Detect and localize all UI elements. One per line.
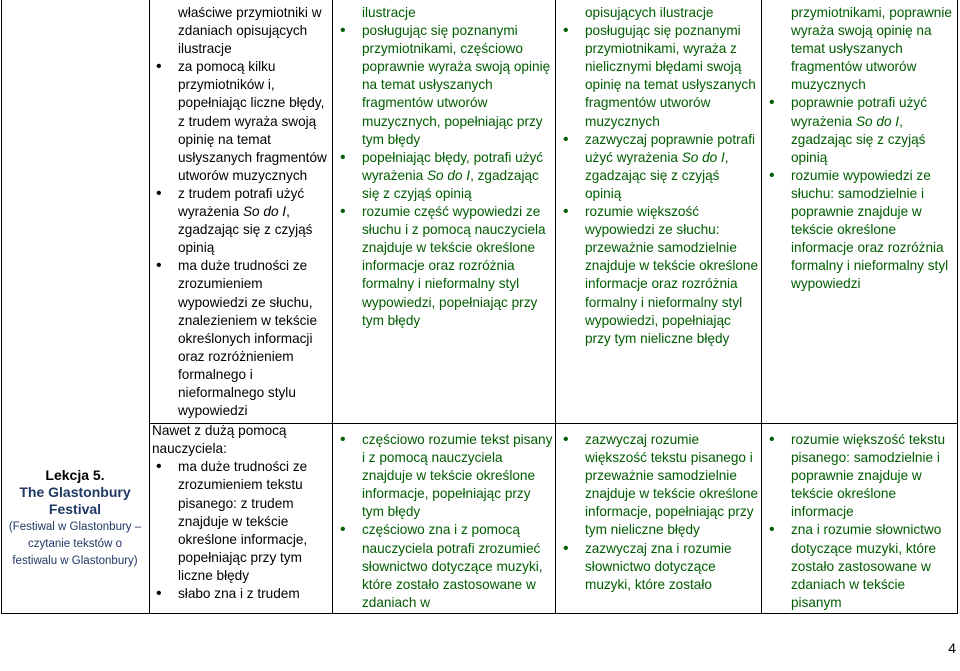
lesson-subtitle-2: czytanie tekstów o (28, 538, 122, 550)
list-item: • rozumie wypowiedzi ze słuchu: samodzielnie i poprawnie znajduje w tekście określone informacje oraz rozróżnia formalny i nieformalny styl wypowiedzi (765, 167, 957, 294)
table-border-col2 (332, 0, 333, 614)
col3-top-cell (559, 4, 759, 348)
lesson-title-2: Festival (48, 501, 102, 517)
col4-bottom-cell (765, 431, 957, 612)
list-item: • rozumie część wypowiedzi ze słuchu i z pomocą nauczyciela znajduje w tekście określone informacje oraz rozróżnia formalny i nieformalny styl wypowiedzi, popełniając przy tym błędy (336, 203, 554, 330)
list-item: • rozumie większość wypowiedzi ze słuchu: przeważnie samodzielnie znajduje w tekście określone informacje oraz rozróżnia formalny i nieformalny styl wypowiedzi, popełniając przy tym nieliczne błędy (559, 203, 759, 348)
col2-top-cell (336, 4, 554, 330)
table-border-bottom (1, 613, 958, 614)
list-item: • poprawnie potrafi użyć wyrażenia So do I, zgadzając się z czyjąś opinią (765, 94, 957, 166)
list-item: • zazwyczaj zna i rozumie słownictwo dotyczące muzyki, które zostało (559, 540, 759, 594)
table-border-right (957, 0, 958, 614)
col3-top-lead: opisujących ilustracje (585, 5, 714, 20)
lesson-title: The Glastonbury (19, 484, 131, 500)
col1-top-lead: właściwe przymiotniki w zdaniach opisujących ilustracje (178, 5, 322, 57)
col2-top-lead: ilustracje (362, 5, 416, 20)
col4-top-lead: przymiotnikami, poprawnie wyraża swoją opinię na temat usłyszanych fragmentów utworów muzycznych (791, 5, 952, 93)
col1-top-cell (152, 4, 332, 603)
list-item: • ma duże trudności ze zrozumieniem wypowiedzi ze słuchu, znalezieniem w tekście określonych informacji oraz rozróżnieniem formalnego i nieformalnego stylu wypowiedzi (152, 257, 332, 420)
col2-bottom-cell (336, 431, 554, 612)
table-border-col3 (555, 0, 556, 614)
lesson-title-cell (2, 467, 148, 569)
list-item: • ma duże trudności ze zrozumieniem tekstu pisanego: z trudem znajduje w tekście określone informacje, popełniając przy tym liczne błędy (152, 458, 332, 585)
list-item: • zna i rozumie słownictwo dotyczące muzyki, które zostało zastosowane w zdaniach w tekście pisanym (765, 521, 957, 611)
table-border-col4 (761, 0, 762, 614)
list-item: • słabo zna i z trudem (152, 585, 332, 603)
list-item: • częściowo zna i z pomocą nauczyciela potrafi zrozumieć słownictwo dotyczące muzyki, które zostało zastosowane w zdaniach w (336, 521, 554, 611)
list-item: • rozumie większość tekstu pisanego: samodzielnie i poprawnie znajduje w tekście określone informacje (765, 431, 957, 521)
list-item: • posługując się poznanymi przymiotnikami, częściowo poprawnie wyraża swoją opinię na temat usłyszanych fragmentów utworów muzycznych, popełniając przy tym błędy (336, 22, 554, 149)
list-item: • za pomocą kilku przymiotników i, popełniając liczne błędy, z trudem wyraża swoją opinię na temat usłyszanych fragmentów utworów muzycznych (152, 58, 332, 185)
list-item: • posługując się poznanymi przymiotnikami, wyraża z nielicznymi błędami swoją opinię na temat usłyszanych fragmentów utworów muzycznych (559, 22, 759, 131)
lesson-subtitle-3: festiwalu w Glastonbury) (12, 555, 138, 567)
list-item: • popełniając błędy, potrafi użyć wyrażenia So do I, zgadzając się z czyjąś opinią (336, 149, 554, 203)
lesson-subtitle-1: (Festiwal w Glastonbury – (8, 521, 142, 533)
list-item: • częściowo rozumie tekst pisany i z pomocą nauczyciela znajduje w tekście określone informacje, popełniając przy tym błędy (336, 431, 554, 521)
col3-bottom-cell (559, 431, 759, 594)
list-item: • zazwyczaj rozumie większość tekstu pisanego i przeważnie samodzielnie znajduje w tekście określone informacje, popełniając przy tym nieliczne błędy (559, 431, 759, 540)
list-item: • z trudem potrafi użyć wyrażenia So do I, zgadzając się z czyjąś opinią (152, 185, 332, 257)
list-item: • zazwyczaj poprawnie potrafi użyć wyrażenia So do I, zgadzając się z czyjąś opinią (559, 131, 759, 203)
col1-bottom-lead: Nawet z dużą pomocą nauczyciela: (152, 423, 287, 457)
col4-top-cell (765, 4, 957, 294)
page-number: 4 (948, 640, 956, 656)
table-border-col1 (149, 0, 150, 614)
lesson-number: Lekcja 5. (45, 467, 105, 483)
